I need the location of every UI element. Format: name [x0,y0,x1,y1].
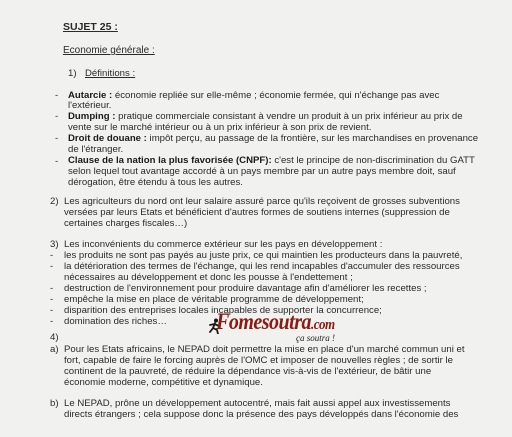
definition-term: Autarcie : [68,90,113,101]
paragraph-line: certaines charges fiscales…) [64,218,188,229]
definition-text: économie repliée sur elle-même ; économie fermée, qui n'échange pas avec [112,90,440,101]
definition-text: c'est le principe de non-discrimination du GATT [271,155,475,166]
definition-term: Clause de la nation la plus favorisée (CNPF): [68,155,272,166]
definition-text: impôt perçu, au passage de la frontière, sur les marchandises en provenance [146,133,479,144]
bullet-dash: - [50,250,54,261]
list-item: empêche la mise en place de véritable programme de développement; [64,294,364,305]
list-item: destruction de l'environnement pour produire davantage afin d'améliorer les recettes ; [64,283,427,294]
bullet-dash: - [50,305,54,316]
paragraph-line: Les agriculteurs du nord ont leur salaire assuré parce qu'ils reçoivent de grosses subventions [64,196,460,207]
bullet-dash: - [50,283,54,294]
bullet-dash: - [55,111,59,122]
definition-text: pratique commerciale consistant à vendre un produit à un prix inférieur au prix de [115,111,463,122]
question-4b-label: b) [50,398,59,409]
bullet-dash: - [50,294,54,305]
definition-text-line: de l'étranger. [68,144,124,155]
watermark-logo-text: Fomesoutra [216,309,312,335]
definition-droit-de-douane [68,133,478,144]
section-heading: Economie générale : [63,45,155,56]
question-1-heading: Définitions : [85,68,136,79]
definition-cnpf [68,155,475,166]
paragraph-line: Pour les Etats africains, le NEPAD doit permettre la mise en place d'un marché commun uni et [64,344,465,355]
list-item: les produits ne sont pas payés au juste prix, ce qui maintien les producteurs dans la pauvreté, [64,250,463,261]
paragraph-line: Les inconvénients du commerce extérieur sur les pays en développement : [64,239,383,250]
bullet-dash: - [55,133,59,144]
paragraph-line: fort, capable de faire le forcing auprès de l'OMC et imposer de nouvelles règles ; de sortir le [64,355,453,366]
list-item: nécessaires au développement et donc les pousse à l'endettement ; [64,272,353,283]
bullet-dash: - [55,90,59,101]
paragraph-line: Le NEPAD, prône un développement autocentré, mais fait aussi appel aux investissements [64,398,451,409]
list-item: la détérioration des termes de l'échange, qui les rend incapables d'accumuler des ressources [64,261,460,272]
definition-term: Droit de douane : [68,133,147,144]
watermark-logo [216,310,335,335]
definition-text-line: selon lequel tout avantage accordé à un pays membre par un autre pays membre doit, sauf [68,166,456,177]
list-item: domination des riches… [64,316,167,327]
bullet-dash: - [50,261,54,272]
question-4-number: 4) [50,332,59,343]
definition-text-line: dérogation, être étendu à tous les autres. [68,177,243,188]
watermark-logo-suffix: .com [311,314,335,333]
document-title: SUJET 25 : [63,21,118,33]
paragraph-line: versées par leurs Etats et bénéficient d'autres formes de soutiens internes (suppression de [64,207,450,218]
definition-text-line: l'extérieur. [68,100,112,111]
definition-term: Dumping : [68,111,116,122]
paragraph-line: directs étrangers ; cela suppose donc la présence des pays développés dans l'économie des [64,409,459,420]
question-3-number: 3) [50,239,59,250]
list-item: disparition des entreprises locales incapables de supporter la concurrence; [64,305,382,316]
question-4a-label: a) [50,344,59,355]
bullet-dash: - [55,156,59,167]
bullet-dash: - [50,316,54,327]
watermark-tagline: ça soutra ! [296,333,335,343]
paragraph-line: économie moderne, compétitive et dynamique. [64,377,263,388]
question-2-number: 2) [50,196,59,207]
definition-dumping [68,111,463,122]
definition-autarcie [68,90,439,101]
question-1-number: 1) [68,68,77,79]
definition-text-line: vente sur le marché intérieur ou à un prix inférieur à son prix de revient. [68,122,372,133]
paragraph-line: continent de la pauvreté, de réduire la dépendance vis-à-vis de l'extérieur, de bâtir une [64,366,432,377]
